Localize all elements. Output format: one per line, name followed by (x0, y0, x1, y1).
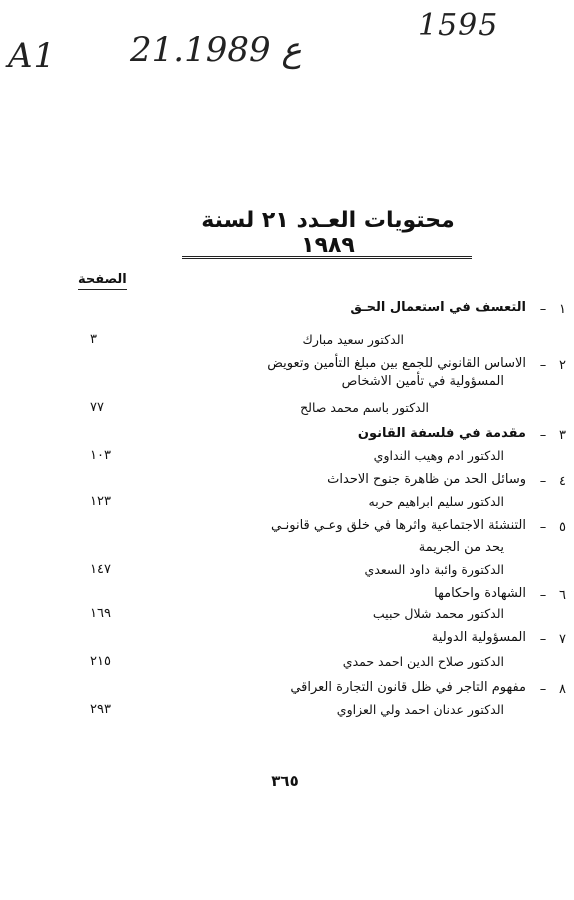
handwritten-mark-a1: A1 (8, 36, 57, 76)
entry-title: المسؤولية الدولية (431, 630, 526, 645)
entry-number: ١ (559, 302, 566, 317)
entry-author: الدكتور محمد شلال حبيب (372, 606, 504, 621)
entry-page: ١٢٣ (90, 494, 111, 509)
entry-page: ١٠٣ (90, 448, 111, 463)
entry-title: الشهادة واحكامها (434, 586, 526, 601)
page-title: محتويات العـدد ٢١ لسنة ١٩٨٩ (201, 208, 455, 258)
entry-page: ٣ (90, 332, 97, 347)
entry-author: الدكتورة وائبة داود السعدي (364, 562, 504, 577)
entry-title-cont: المسؤولية في تأمين الاشخاص (341, 374, 504, 389)
entry-author: الدكتور سعيد مبارك (302, 332, 404, 347)
entry-number: ٦ (559, 588, 566, 603)
entry-dash: – (539, 682, 547, 697)
entry-number: ٢ (559, 358, 566, 373)
footer-page-number: ٣٦٥ (271, 772, 299, 790)
entry-author: الدكتور صلاح الدين احمد حمدي (342, 654, 504, 669)
entry-page: ٢٩٣ (90, 702, 111, 717)
entry-title: وسائل الحد من ظاهرة جنوح الاحداث (327, 472, 526, 487)
entry-title-cont: يحد من الجريمة (418, 540, 504, 555)
entry-page: ١٦٩ (90, 606, 111, 621)
entry-title: مقدمة في فلسفة القانون (357, 426, 526, 441)
entry-dash: – (539, 588, 547, 603)
entry-author: الدكتور سليم ابراهيم حربه (368, 494, 504, 509)
handwritten-mark-date: 21.ع 1989 (130, 30, 302, 70)
entry-number: ٣ (559, 428, 566, 443)
entry-number: ٥ (559, 520, 566, 535)
entry-page: ٧٧ (90, 400, 104, 415)
entry-title: الاساس القانوني للجمع بين مبلغ التأمين وتعويض (267, 356, 526, 371)
entry-title: التعسف في استعمال الحـق (350, 300, 526, 315)
page-column-header: الصفحة (78, 272, 127, 290)
entry-number: ٧ (559, 632, 566, 647)
entry-author: الدكتور عدنان احمد ولي العزاوي (336, 702, 504, 717)
entry-dash: – (539, 358, 547, 373)
entry-dash: – (539, 520, 547, 535)
entry-dash: – (539, 474, 547, 489)
handwritten-mark-number: 1595 (418, 8, 499, 43)
entry-page: ٢١٥ (90, 654, 111, 669)
entry-dash: – (539, 428, 547, 443)
entry-author: الدكتور ادم وهيب النداوي (373, 448, 504, 463)
entry-dash: – (539, 302, 547, 317)
entry-title: التنشئة الاجتماعية واثرها في خلق وعـي قانونـي (271, 518, 526, 533)
entry-title: مفهوم التاجر في ظل قانون التجارة العراقي (290, 680, 526, 695)
entry-dash: – (539, 632, 547, 647)
entry-number: ٤ (559, 474, 566, 489)
entry-page: ١٤٧ (90, 562, 111, 577)
entry-author: الدكتور باسم محمد صالح (300, 400, 429, 415)
entry-number: ٨ (559, 682, 566, 697)
